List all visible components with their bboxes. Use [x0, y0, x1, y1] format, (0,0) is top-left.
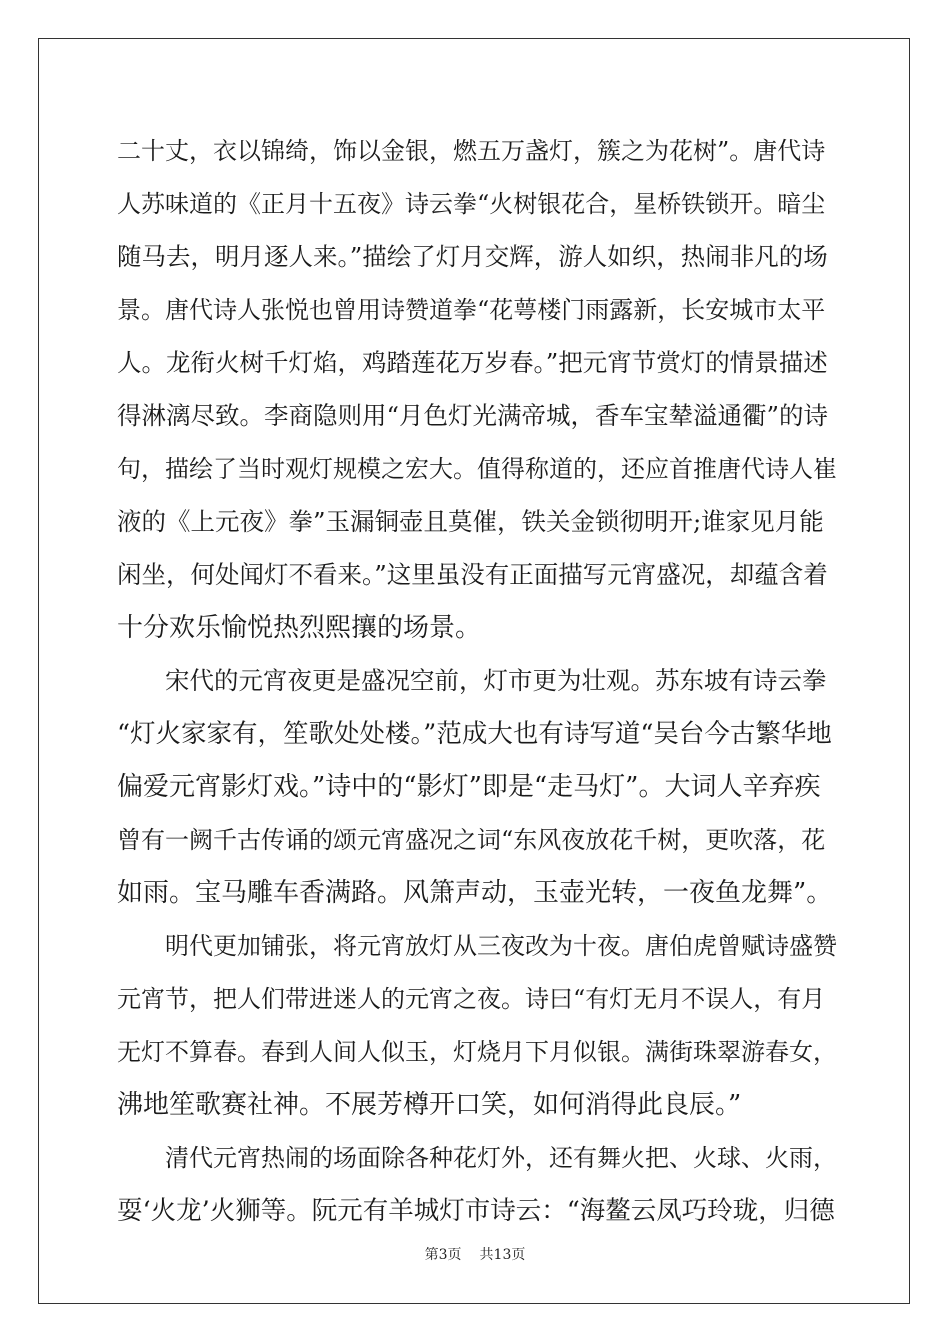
- text-line: 沸地笙歌赛社神。不展芳樽开口笑，如何消得此良辰。”: [117, 1090, 742, 1120]
- page-number: 第3页: [424, 1247, 462, 1263]
- text-line: 随马去，明月逐人来。”描绘了灯月交辉，游人如织，热闹非凡的场: [117, 242, 828, 271]
- text-line: 人苏味道的《正月十五夜》诗云拳“火树银花合，星桥铁锁开。暗尘: [117, 190, 826, 218]
- page-footer: [0, 1245, 950, 1265]
- text-line: 液的《上元夜》拳”玉漏铜壶且莫催，铁关金锁彻明开;谁家见月能: [117, 507, 824, 536]
- total-pages: 共13页: [479, 1247, 526, 1263]
- text-line: 景。唐代诗人张悦也曾用诗赞道拳“花萼楼门雨露新，长安城市太平: [117, 296, 826, 324]
- text-line: 无灯不算春。春到人间人似玉，灯烧月下月似银。满街珠翠游春女，: [117, 1038, 837, 1066]
- text-line: 耍‘火龙’火狮等。阮元有羊城灯市诗云：“海鳌云凤巧玲珑，归德: [117, 1196, 835, 1226]
- text-line: 得淋漓尽致。李商隐则用“月色灯光满帝城，香车宝辇溢通衢”的诗: [117, 401, 829, 430]
- paragraph-start-line: 清代元宵热闹的场面除各种花灯外，还有舞火把、火球、火雨，: [165, 1144, 837, 1172]
- text-line: 闲坐，何处闻灯不看来。”这里虽没有正面描写元宵盛况，却蕴含着: [117, 560, 828, 589]
- text-line: 元宵节，把人们带进迷人的元宵之夜。诗曰“有灯无月不误人，有月: [117, 985, 826, 1013]
- text-line: 偏爱元宵影灯戏。”诗中的“影灯”即是“走马灯”。大词人辛弃疾: [117, 772, 821, 802]
- text-line: 如雨。宝马雕车香满路。风箫声动，玉壶光转，一夜鱼龙舞”。: [117, 878, 833, 908]
- text-line: 十分欢乐愉悦热烈熙攘的场景。: [117, 613, 482, 643]
- text-line: 句，描绘了当时观灯规模之宏大。值得称道的，还应首推唐代诗人崔: [117, 455, 837, 483]
- paragraph-start-line: 明代更加铺张，将元宵放灯从三夜改为十夜。唐伯虎曾赋诗盛赞: [165, 932, 837, 960]
- text-line: 人。龙衔火树千灯焰，鸡踏莲花万岁春。”把元宵节赏灯的情景描述: [117, 348, 828, 377]
- text-line: “灯火家家有，笙歌处处楼。”范成大也有诗写道“吴台今古繁华地: [117, 719, 832, 749]
- text-line: 曾有一阙千古传诵的颂元宵盛况之词“东风夜放花千树，更吹落，花: [117, 826, 826, 854]
- text-line: 二十丈，衣以锦绮，饰以金银，燃五万盏灯，簇之为花树”。唐代诗: [117, 137, 826, 165]
- paragraph-start-line: 宋代的元宵夜更是盛况空前，灯市更为壮观。苏东坡有诗云拳: [165, 666, 827, 695]
